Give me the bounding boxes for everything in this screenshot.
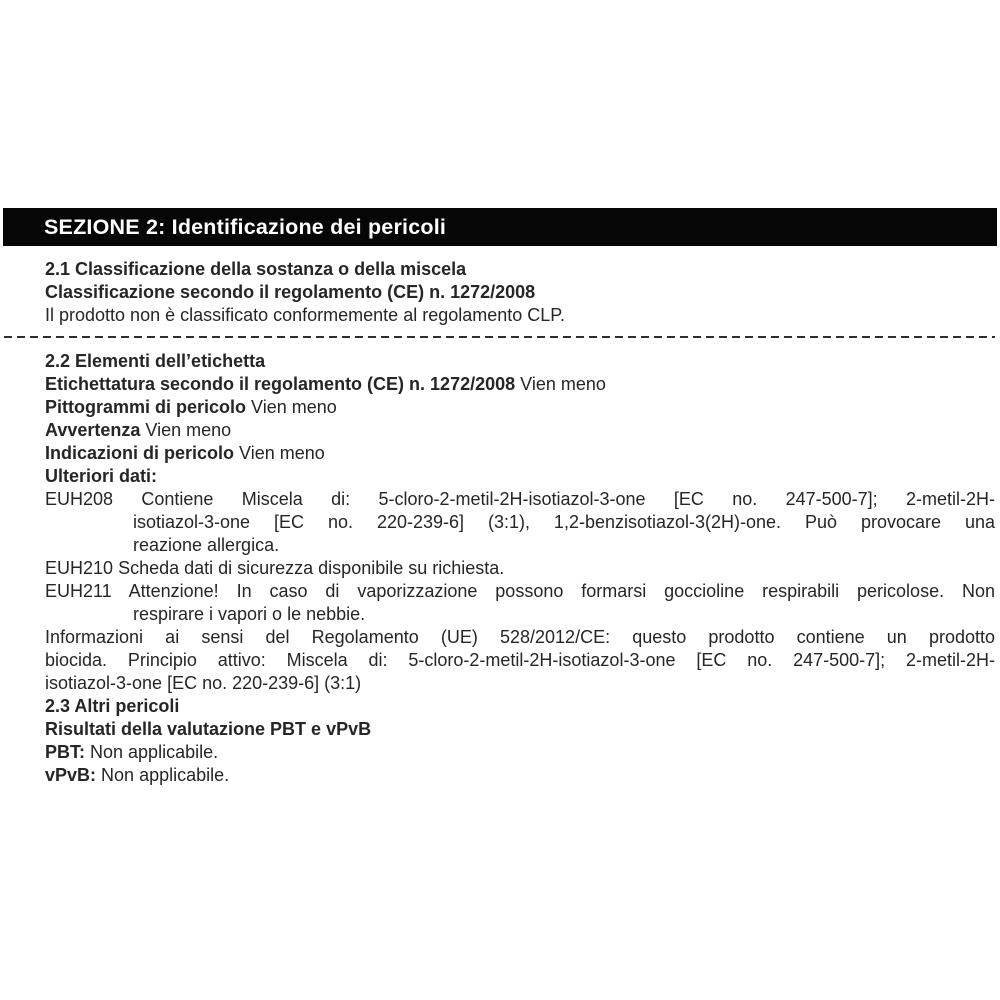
field-value: Vien meno	[520, 374, 606, 394]
euh-statement-line: reazione allergica.	[133, 535, 280, 555]
content-blocks	[45, 258, 995, 787]
section-banner	[3, 208, 997, 246]
heading-line: 2.2 Elementi dell’etichetta	[45, 351, 266, 371]
dashed-divider	[4, 327, 995, 350]
label-value-line	[45, 373, 995, 396]
field-value: Vien meno	[251, 397, 337, 417]
field-value: Non applicabile.	[101, 765, 230, 785]
field-label: PBT:	[45, 742, 85, 762]
heading-line: Risultati della valutazione PBT e vPvB	[45, 719, 372, 739]
dashed-divider-line	[4, 336, 995, 338]
heading-line: Classificazione secondo il regolamento (CE) n. 1272/2008	[45, 282, 536, 302]
euh-text: Contiene Miscela di: 5-cloro-2-metil-2H-isotiazol-3-one [EC no. 247-500-7]; 2-metil-2H-	[141, 489, 995, 509]
euh-statement-line	[45, 580, 995, 603]
euh-code: EUH211	[45, 581, 112, 601]
paragraph-line: biocida. Principio attivo: Miscela di: 5-cloro-2-metil-2H-isotiazol-3-one [EC no. 247-500-7]; 2-metil-2H-	[45, 650, 995, 670]
field-label: Avvertenza	[45, 420, 141, 440]
euh-text: Attenzione! In caso di vaporizzazione possono formarsi goccioline respirabili pericolose. Non	[128, 581, 996, 601]
heading-line: 2.1 Classificazione della sostanza o della miscela	[45, 259, 467, 279]
paragraph-line: isotiazol-3-one [EC no. 220-239-6] (3:1)	[45, 673, 362, 693]
field-label: Indicazioni di pericolo	[45, 443, 235, 463]
label-value-line	[45, 741, 995, 764]
field-value: Non applicabile.	[90, 742, 219, 762]
field-value: Vien meno	[145, 420, 232, 440]
euh-statement-line: respirare i vapori o le nebbie.	[133, 604, 366, 624]
euh-code: EUH208	[45, 489, 114, 509]
label-value-line	[45, 419, 995, 442]
label-value-line	[45, 442, 995, 465]
euh-statement-line: isotiazol-3-one [EC no. 220-239-6] (3:1), 1,2-benzisotiazol-3(2H)-one. Può provocare una	[133, 512, 995, 532]
heading-line: Ulteriori dati:	[45, 466, 158, 486]
field-label: vPvB:	[45, 765, 97, 785]
section-title: SEZIONE 2: Identificazione dei pericoli	[44, 214, 447, 239]
label-value-line	[45, 764, 995, 787]
field-value: Vien meno	[239, 443, 325, 463]
heading-line: 2.3 Altri pericoli	[45, 696, 180, 716]
euh-statement-line	[45, 488, 995, 511]
field-label: Pittogrammi di pericolo	[45, 397, 247, 417]
euh-statement-line	[45, 557, 995, 580]
euh-text: Scheda dati di sicurezza disponibile su richiesta.	[118, 558, 505, 578]
paragraph-line: Informazioni ai sensi del Regolamento (UE) 528/2012/CE: questo prodotto contiene un prodotto	[45, 627, 995, 647]
euh-code: EUH210	[45, 558, 114, 578]
text-line: Il prodotto non è classificato conformemente al regolamento CLP.	[45, 305, 565, 325]
label-value-line	[45, 396, 995, 419]
field-label: Etichettatura secondo il regolamento (CE) n. 1272/2008	[45, 374, 516, 394]
